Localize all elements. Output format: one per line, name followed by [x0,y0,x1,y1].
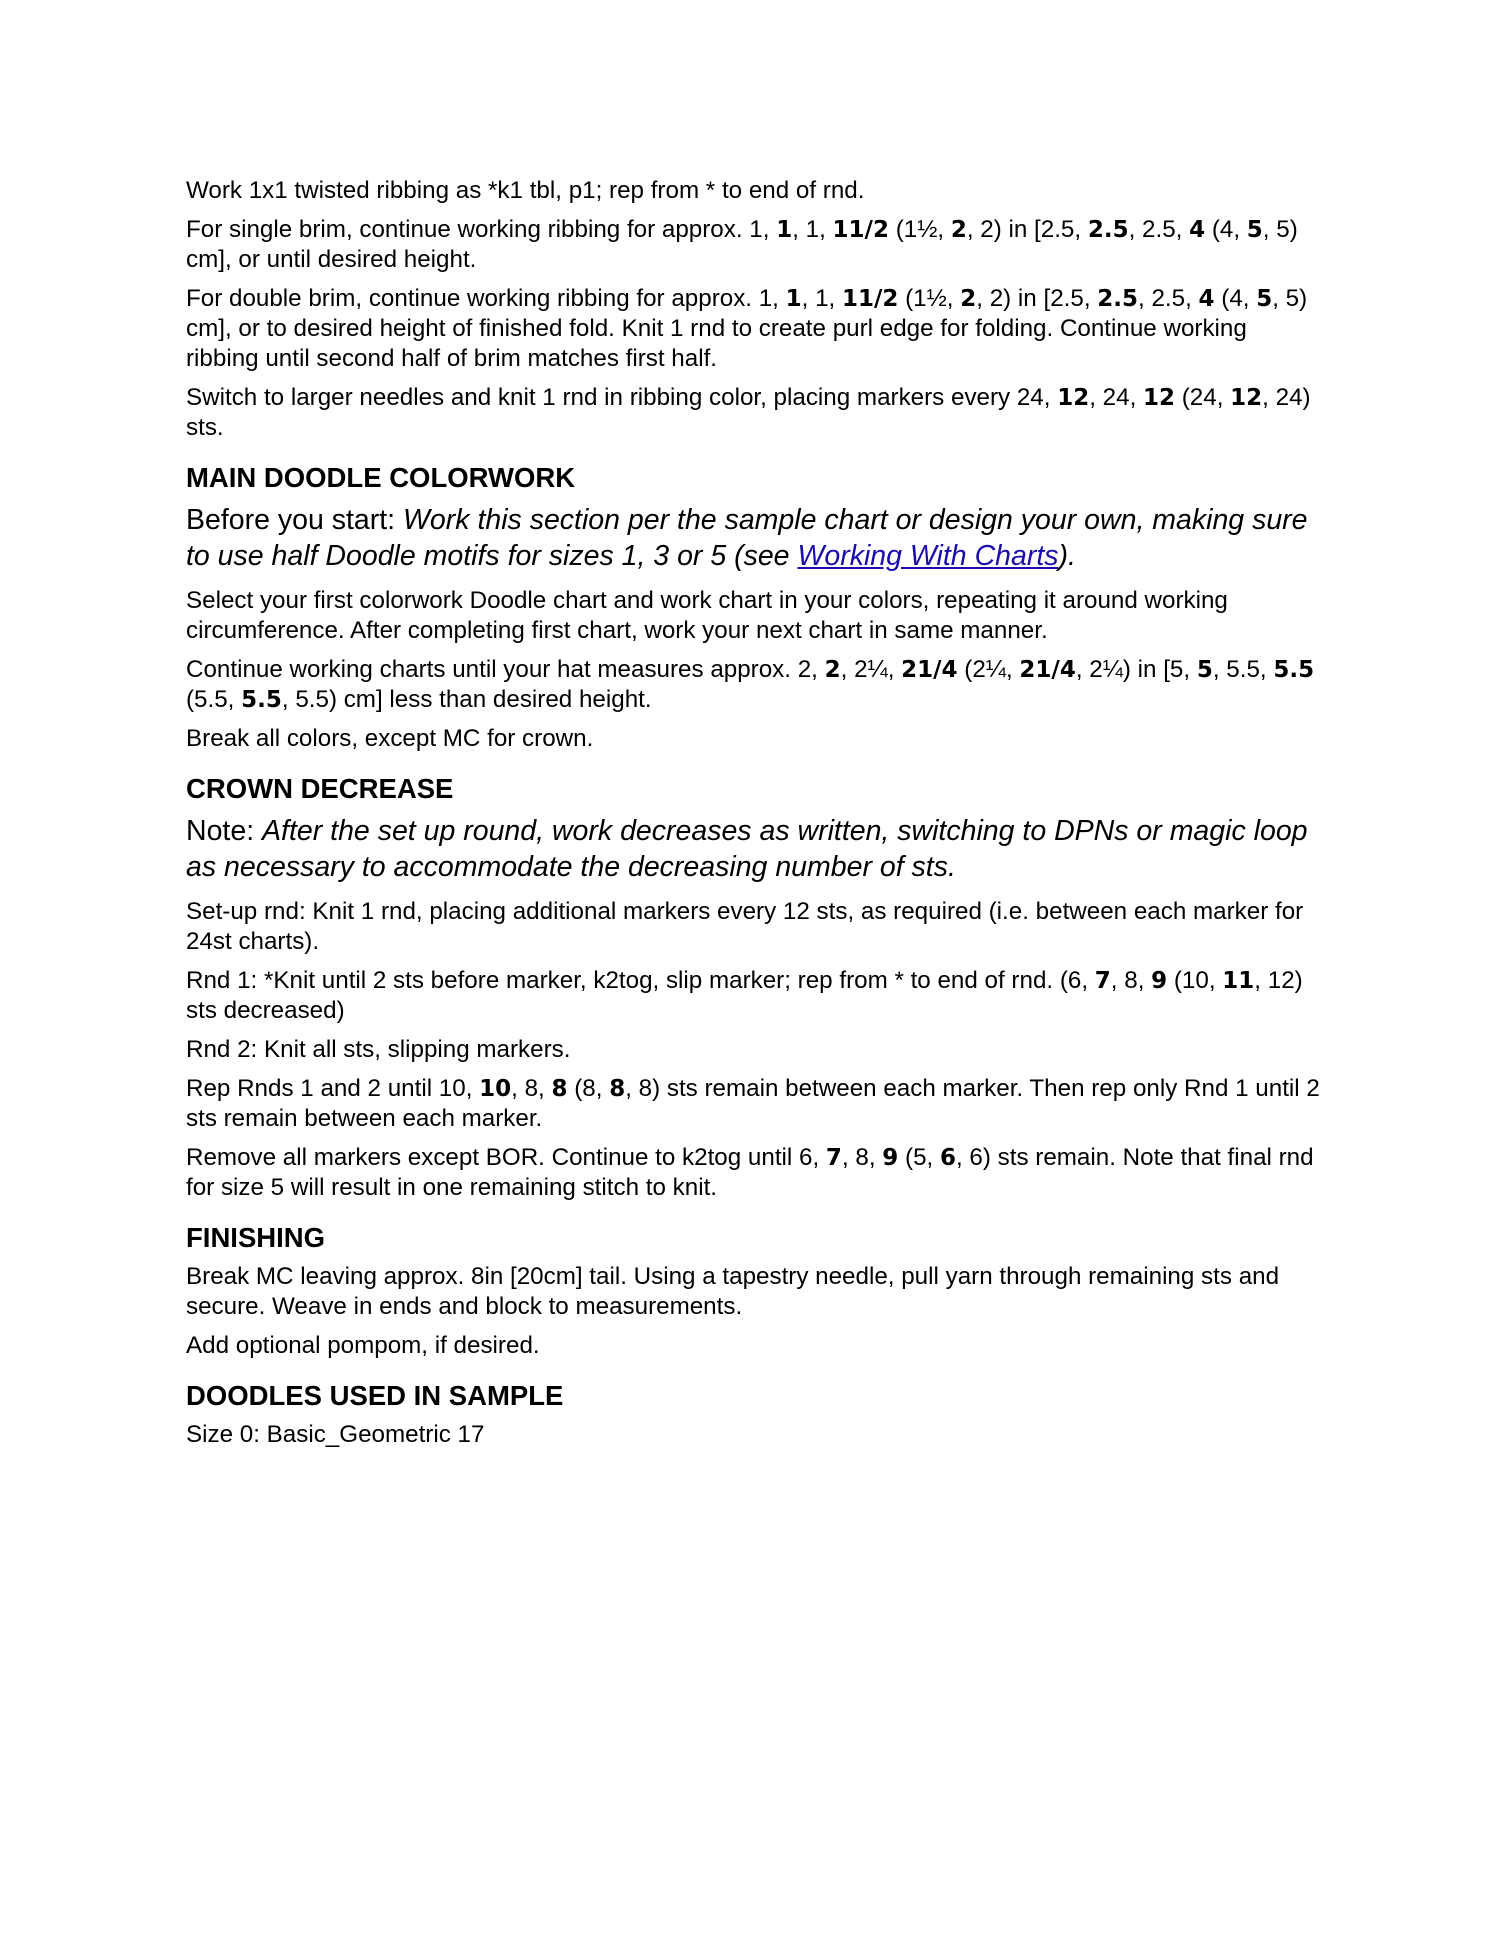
text-run: (8, [567,1075,610,1102]
bold-size-value: 8 [551,1076,568,1102]
section-heading-doodles-used: DOODLES USED IN SAMPLE [186,1380,564,1411]
bold-size-value: 8 [609,1076,626,1102]
text-run: , 8, [511,1075,552,1102]
bold-size-value: 11 [1222,968,1255,994]
text-run: Rep Rnds 1 and 2 until 10, [186,1075,480,1102]
continue-charts-instruction [186,655,1326,715]
text-run: Switch to larger needles and knit 1 rnd in ribbing color, placing markers every 24, [186,384,1058,411]
text-run: Set-up rnd: Knit 1 rnd, placing additional markers every 12 sts, as required (i.e. between each marker for 24st charts). [186,898,1304,955]
text-run: , 2) in [2.5, [966,216,1088,243]
bold-size-value: 1 [776,217,793,243]
bold-size-value: 21/4 [901,657,958,683]
setup-round-instruction [186,897,1326,957]
text-run: (4, [1214,285,1257,312]
bold-size-value: 12 [1057,385,1090,411]
note-text: Work this section per the sample chart or design your own, making sure to use half Doodle motifs for sizes 1, 3 or 5 (see [186,504,1308,572]
text-run: (10, [1167,967,1223,994]
switch-needles-instruction [186,383,1326,443]
text-run: , 1, [801,285,842,312]
note-end: ). [1058,540,1076,572]
bold-size-value: 6 [939,1145,956,1171]
bold-size-value: 2 [960,286,977,312]
text-run: Rnd 1: *Knit until 2 sts before marker, k2tog, slip marker; rep from * to end of rnd. (6, [186,967,1095,994]
section-heading-finishing: FINISHING [186,1222,326,1253]
bold-size-value: 21/4 [1019,657,1076,683]
working-with-charts-link[interactable]: Working With Charts [797,540,1059,572]
note-text: After the set up round, work decreases as written, switching to DPNs or magic loop as necessary to accommodate the decreasing number of sts. [186,815,1308,883]
text-run: Break MC leaving approx. 8in [20cm] tail. Using a tapestry needle, pull yarn through remaining sts and secure. Weave in ends and block to measurements. [186,1263,1280,1320]
single-brim-instruction [186,215,1326,275]
double-brim-instruction [186,284,1326,374]
bold-size-value: 9 [882,1145,899,1171]
repeat-rounds-instruction [186,1074,1326,1134]
brim-ribbing-instruction [186,176,1326,206]
text-run: Size 0: Basic_Geometric 17 [186,1421,485,1448]
round-2-instruction [186,1035,1326,1065]
text-run: (1½, [888,216,951,243]
bold-size-value: 1 [785,286,802,312]
text-run: (1½, [898,285,961,312]
text-run: Add optional pompom, if desired. [186,1332,540,1359]
bold-size-value: 11/2 [832,217,889,243]
main-doodle-note [186,502,1326,574]
text-run: Work 1x1 twisted ribbing as *k1 tbl, p1; rep from * to end of rnd. [186,177,865,204]
bold-size-value: 7 [825,1145,842,1171]
bold-size-value: 5 [1246,217,1263,243]
text-run: , 8, [841,1144,883,1171]
bold-size-value: 5.5 [241,687,282,713]
text-run: , 5.5, [1212,656,1274,683]
bold-size-value: 9 [1151,968,1168,994]
bold-size-value: 5 [1196,657,1213,683]
bold-size-value: 4 [1189,217,1206,243]
bold-size-value: 10 [479,1076,512,1102]
text-run: Select your first colorwork Doodle chart and work chart in your colors, repeating it around working circumference. After completing first chart, work your next chart in same manner. [186,587,1228,644]
text-run: Remove all markers except BOR. Continue to k2tog until 6, [186,1144,826,1171]
text-run: , 2.5, [1138,285,1199,312]
bold-size-value: 2 [950,217,967,243]
pattern-page [186,176,1326,1459]
text-run: , 2¼) in [5, [1075,656,1197,683]
section-heading-crown-decrease: CROWN DECREASE [186,773,454,804]
select-chart-instruction [186,586,1326,646]
text-run: , 2) in [2.5, [976,285,1098,312]
break-colors-instruction [186,724,1326,754]
text-run: Continue working charts until your hat measures approx. 2, [186,656,825,683]
text-run: , 24) sts. [186,384,1311,441]
section-heading-main-doodle: MAIN DOODLE COLORWORK [186,462,576,493]
round-1-instruction [186,966,1326,1026]
doodle-size-0 [186,1420,1326,1450]
pompom-instruction [186,1331,1326,1361]
bold-size-value: 2.5 [1097,286,1139,312]
text-run: For double brim, continue working ribbing for approx. 1, [186,285,786,312]
break-mc-instruction [186,1262,1326,1322]
bold-size-value: 5 [1256,286,1273,312]
bold-size-value: 7 [1094,968,1111,994]
text-run: , 6) sts remain. Note that final rnd for size 5 will result in one remaining stitch to knit. [186,1144,1314,1201]
text-run: , 2¼, [840,656,902,683]
text-run: , 5) cm], or until desired height. [186,216,1298,273]
text-run: Break all colors, except MC for crown. [186,725,594,752]
bold-size-value: 11/2 [841,286,899,312]
text-run: , 2.5, [1128,216,1190,243]
text-run: , 12) sts decreased) [186,967,1303,1024]
text-run: , 8) sts remain between each marker. Then rep only Rnd 1 until 2 sts remain between each marker. [186,1075,1320,1132]
note-label: Note: [186,815,263,847]
text-run: Rnd 2: Knit all sts, slipping markers. [186,1036,571,1063]
text-run: , 8, [1110,967,1152,994]
text-run: , 5.5) cm] less than desired height. [281,686,652,713]
text-run: (4, [1205,216,1247,243]
crown-note [186,813,1326,885]
text-run: , 24, [1089,384,1144,411]
text-run: (5.5, [186,686,242,713]
bold-size-value: 12 [1230,385,1263,411]
text-run: , 5) cm], or to desired height of finished fold. Knit 1 rnd to create purl edge for folding. Continue working ribbing until second half of brim matches first half. [186,285,1308,372]
remove-markers-instruction [186,1143,1326,1203]
text-run: (2¼, [957,656,1020,683]
text-run: (5, [898,1144,940,1171]
bold-size-value: 2.5 [1087,217,1129,243]
text-run: (24, [1175,384,1231,411]
note-label: Before you start: [186,504,404,536]
bold-size-value: 5.5 [1273,657,1315,683]
bold-size-value: 2 [824,657,841,683]
bold-size-value: 12 [1143,385,1176,411]
text-run: , 1, [792,216,833,243]
text-run: For single brim, continue working ribbing for approx. 1, [186,216,777,243]
bold-size-value: 4 [1198,286,1215,312]
